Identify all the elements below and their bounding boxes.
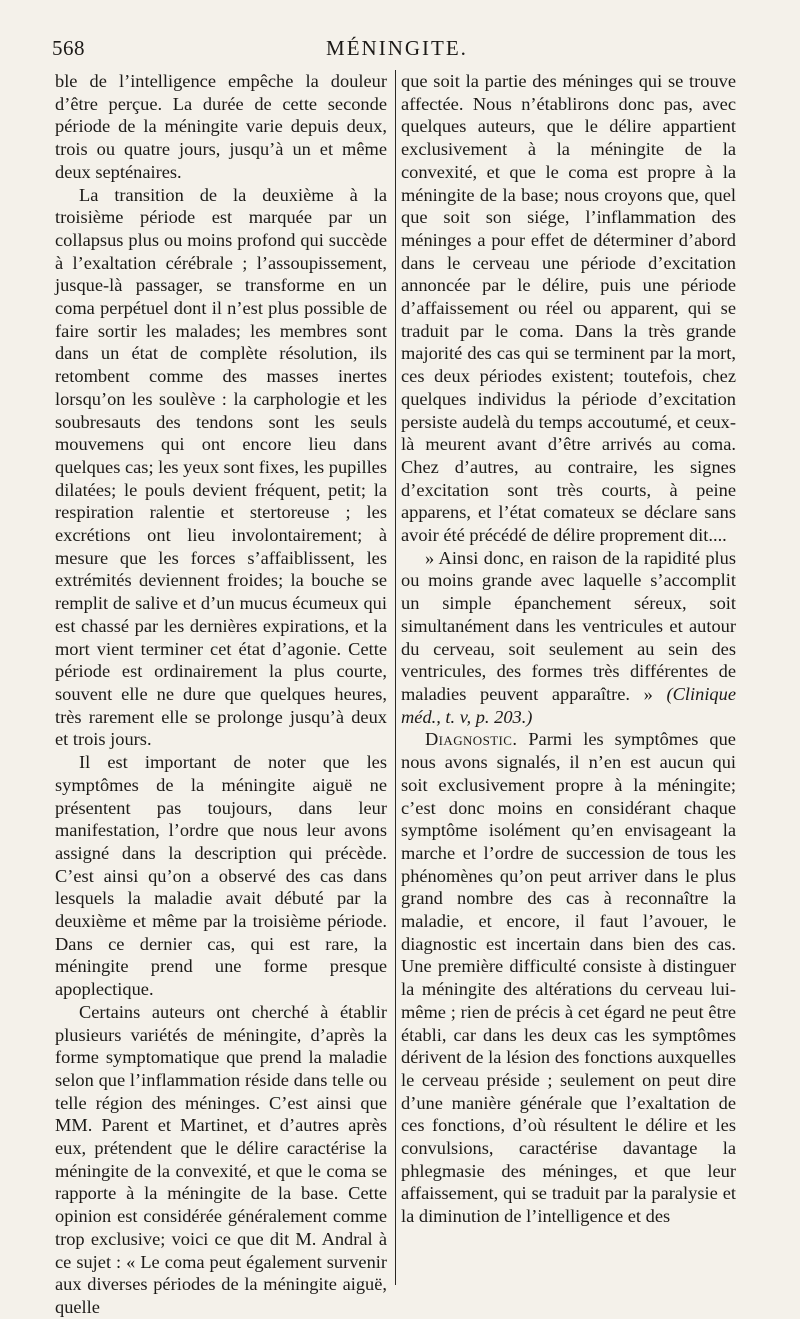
page-header [52,36,742,70]
diagnostic-paragraph [401,728,736,1227]
left-column [55,70,387,1319]
citation: (Clinique méd., t. v, p. 203.) [401,683,736,727]
paragraph-text: Parmi les symptômes que nous avons signalés, il n’en est aucun qui soit exclusivement propre à la méningite; c’est donc moins en considérant chaque symptôme isolément qu’en envisageant la marche et l’ordre de succession de tous les phénomènes qu’on peut arriver dans le plus grand nombre des cas à reconnaître la maladie, et encore, il faut l’avouer, le diagnostic est incertain dans bien des cas. Une première difficulté consiste à distinguer la méningite des altérations du cerveau lui-même ; rien de précis à cet égard ne peut être établi, car dans les deux cas les symptômes dérivent de la lésion des fonctions auxquelles le cerveau préside ; seulement on peut dire d’une manière générale que l’exaltation de ces fonctions, d’où résultent le délire et les convulsions, caractérise davantage la phlegmasie des méninges, et que leur affaissement, qui se traduit par la paralysie et la diminution de l’intelligence et des [401,729,736,1227]
paragraph: que soit la partie des méninges qui se trouve affectée. Nous n’établirons donc pas, avec quelques auteurs, que le délire appartient exclusivement à la méningite de la convexité, et que le coma est propre à la méningite de la base; nous croyons que, quel que soit son siége, l’inflammation des méninges a pour effet de déterminer d’abord dans le cerveau une période d’excitation annoncée par le délire, puis une période d’affaissement ou réel ou apparent, qui se traduit par le coma. Dans la très grande majorité des cas qui se terminent par la mort, ces deux périodes existent; toutefois, chez quelques individus la période d’excitation persiste audelà du temps accoutumé, et ceux-là meurent avant d’être arrivés au coma. Chez d’autres, au contraire, les signes d’excitation sont très courts, à peine apparens, et l’état comateux se déclare sans avoir été précédé de délire proprement dit.... [401,71,736,546]
section-heading: Diagnostic. [425,729,518,750]
quotation-paragraph [401,547,736,729]
column-divider [395,70,396,1285]
paragraph: La transition de la deuxième à la troisième période est marquée par un collapsus plus ou moins profond qui succède à l’exaltation cérébrale ; l’assoupissement, jusque-là passager, se transforme en un coma perpétuel dont il n’est plus possible de faire sortir les malades; les membres sont dans un état de complète résolution, ils retombent comme des masses inertes lorsqu’on les soulève : la carphologie et les soubresauts des tendons sont les seuls mouvemens qui ont encore lieu dans quelques cas; les yeux sont fixes, les pupilles dilatées; le pouls devient fréquent, petit; la respiration ralentie et stertoreuse ; les excrétions ont lieu involontairement; à mesure que les forces s’affaiblissent, les extrémités deviennent froides; la bouche se remplit de salive et d’un mucus écumeux qui est chassé par les dernières expirations, et la mort vient terminer cet état d’agonie. Cette période est ordinairement la plus courte, souvent elle ne dure que quelques heures, très rarement elle se prolonge jusqu’à deux et trois jours. [55,184,387,750]
right-column [401,70,736,1228]
paragraph: ble de l’intelligence empêche la douleur d’être perçue. La durée de cette seconde période de la méningite varie depuis deux, trois ou quatre jours, jusqu’à un et même deux septénaires. [55,71,387,182]
quotation-text: » Ainsi donc, en raison de la rapidité plus ou moins grande avec laquelle s’accomplit un simple épanchement séreux, soit simultanément dans les ventricules et autour du cerveau, soit seulement au sein des ventricules, des formes très différentes de maladies peuvent apparaître. » [401,547,736,704]
page-number: 568 [52,36,85,60]
paragraph: Certains auteurs ont cherché à établir plusieurs variétés de méningite, d’après la forme symptomatique que prend la maladie selon que l’inflammation réside dans telle ou telle région des méninges. C’est ainsi que MM. Parent et Martinet, et d’autres après eux, prétendent que le délire caractérise la méningite de la convexité, et que le coma se rapporte à la méningite de la base. Cette opinion est considérée généralement comme trop exclusive; voici ce que dit M. Andral à ce sujet : « Le coma peut également survenir aux diverses périodes de la méningite aiguë, quelle [55,1001,387,1317]
paragraph: Il est important de noter que les symptômes de la méningite aiguë ne présentent pas toujours, dans leur manifestation, l’ordre que nous leur avons assigné dans la description qui précède. C’est ainsi qu’on a observé des cas dans lesquels la maladie avait débuté par la deuxième et même par la troisième période. Dans ce dernier cas, qui est rare, la méningite prend une forme presque apoplectique. [55,752,387,1000]
running-title: MÉNINGITE. [326,36,468,60]
